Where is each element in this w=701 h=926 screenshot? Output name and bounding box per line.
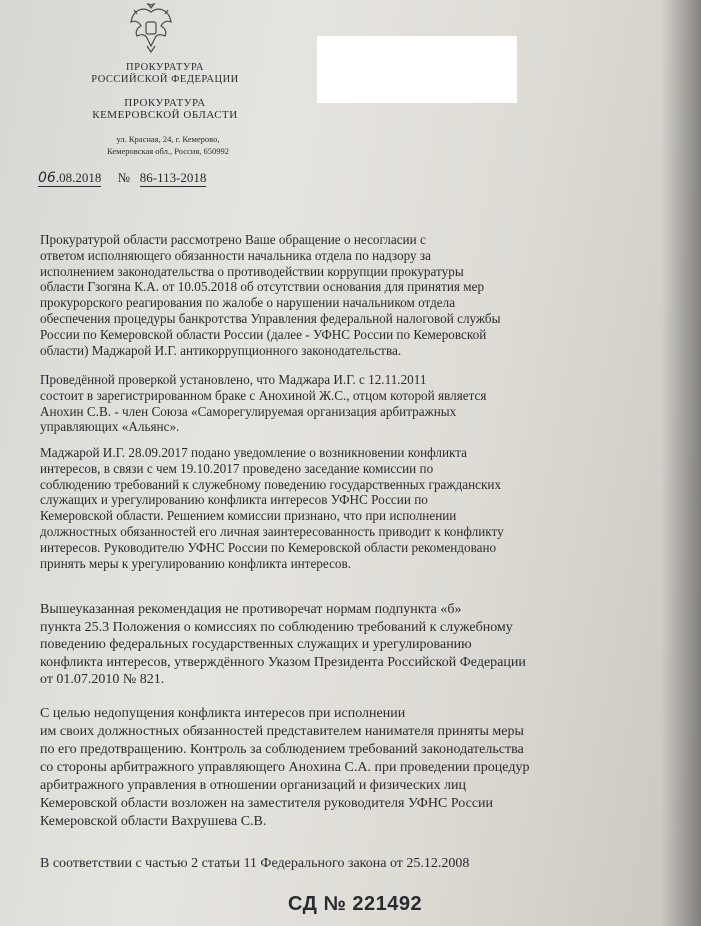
paragraph-6 [40,856,680,872]
text-line: Кемеровской области возложен на заместителя руководителя УФНС России [40,796,494,811]
text-line: области Гзогяна К.А. от 10.05.2018 об отсутствии основания для принятия мер [40,279,485,295]
text-line: С целью недопущения конфликта интересов при исполнении [40,706,406,721]
redaction-box [317,36,517,103]
header-org-federal-line1: ПРОКУРАТУРА [126,62,204,73]
text-line: соблюдению требований к служебному поведению государственных гражданских [40,476,502,492]
text-line: пункта 25.3 Положения о комиссиях по соблюдению требований к служебному [40,619,513,635]
text-line: интересов. Руководителю УФНС России по Кемеровской области рекомендовано [40,539,497,555]
header-org-federal-line2: РОССИЙСКОЙ ФЕДЕРАЦИИ [91,74,239,85]
document-serial-number: СД № 221492 [288,893,423,915]
header-address-line2: Кемеровская обл., Россия, 650992 [106,146,230,156]
text-line: управляющих «Альянс». [40,419,180,435]
text-line: ответом исполняющего обязанности начальника отдела по надзору за [40,247,431,263]
text-line: арбитражного управления в отношении организаций и физических лиц [40,778,466,793]
header-org-federal [60,62,270,86]
registration-date [38,170,101,187]
text-line: Кемеровской области Вахрушева С.В. [40,814,267,829]
text-line: со стороны арбитражного управляющего Анохина С.А. при проведении процедур [40,760,530,775]
text-line: прокурорского реагирования по жалобе о нарушении начальником отдела [40,295,456,311]
paragraph-4 [40,601,680,689]
text-line: обеспечения процедуры банкротства Управления федеральной налоговой службы [40,310,501,326]
paragraph-5 [40,705,680,831]
text-line: должностных обязанностей его личная заинтересованность приводит к конфликту [40,523,504,539]
text-line: Кемеровской области. Решением комиссии признано, что при исполнении [40,508,457,524]
text-line: состоит в зарегистрированном браке с Анохиной Ж.С., отцом которой является [40,387,487,403]
coat-of-arms-icon [127,2,175,54]
text-line: Маджарой И.Г. 28.09.2017 подано уведомление о возникновении конфликта [40,445,468,460]
registration-number-label: № [117,170,130,185]
text-line: служащих и урегулированию конфликта интересов УФНС России по [40,492,428,508]
text-line: области) Маджарой И.Г. антикоррупционного законодательства. [40,342,402,358]
text-line: исполнением законодательства о противодействии коррупции прокуратуры [40,263,464,279]
text-line: интересов, в связи с чем 19.10.2017 проведено заседание комиссии по [40,460,434,476]
page-shadow [661,0,701,926]
registration-date-day: 06 [38,170,56,186]
text-line: принять меры к урегулированию конфликта интересов. [40,555,352,571]
text-line: России по Кемеровской области России (далее - УФНС России по Кемеровской [40,326,487,342]
header-org-regional-line2: КЕМЕРОВСКОЙ ОБЛАСТИ [92,109,238,121]
text-line: Проведённой проверкой установлено, что Маджара И.Г. с 12.11.2011 [40,372,427,387]
header-address [58,133,278,157]
text-line: Вышеуказанная рекомендация не противоречат нормам подпункта «б» [40,602,462,617]
registration-line [38,170,206,187]
text-line: поведению федеральных государственных служащих и урегулированию [40,637,472,652]
header-org-regional-line1: ПРОКУРАТУРА [124,97,206,109]
registration-date-rest: .08.2018 [55,170,102,185]
text-line: В соответствии с частью 2 статьи 11 Федерального закона от 25.12.2008 [40,856,470,871]
text-line: от 01.07.2010 № 821. [40,672,165,687]
paragraph-2 [40,372,680,435]
paragraph-3 [40,445,680,571]
text-line: Прокуратурой области рассмотрено Ваше обращение о несогласии с [40,232,426,247]
text-line: им своих должностных обязанностей представителем нанимателя приняты меры [40,724,524,739]
text-line: Анохин С.В. - член Союза «Саморегулируемая организация арбитражных [40,403,457,419]
text-line: конфликта интересов, утверждённого Указом Президента Российской Федерации [40,654,526,670]
registration-number: 86-113-2018 [139,170,207,185]
text-line: по его предотвращению. Контроль за соблюдением требований законодательства [40,742,524,757]
header-address-line1: ул. Красная, 24, г. Кемерово, [116,134,220,144]
paragraph-1 [40,232,680,358]
header-org-regional [60,97,270,121]
